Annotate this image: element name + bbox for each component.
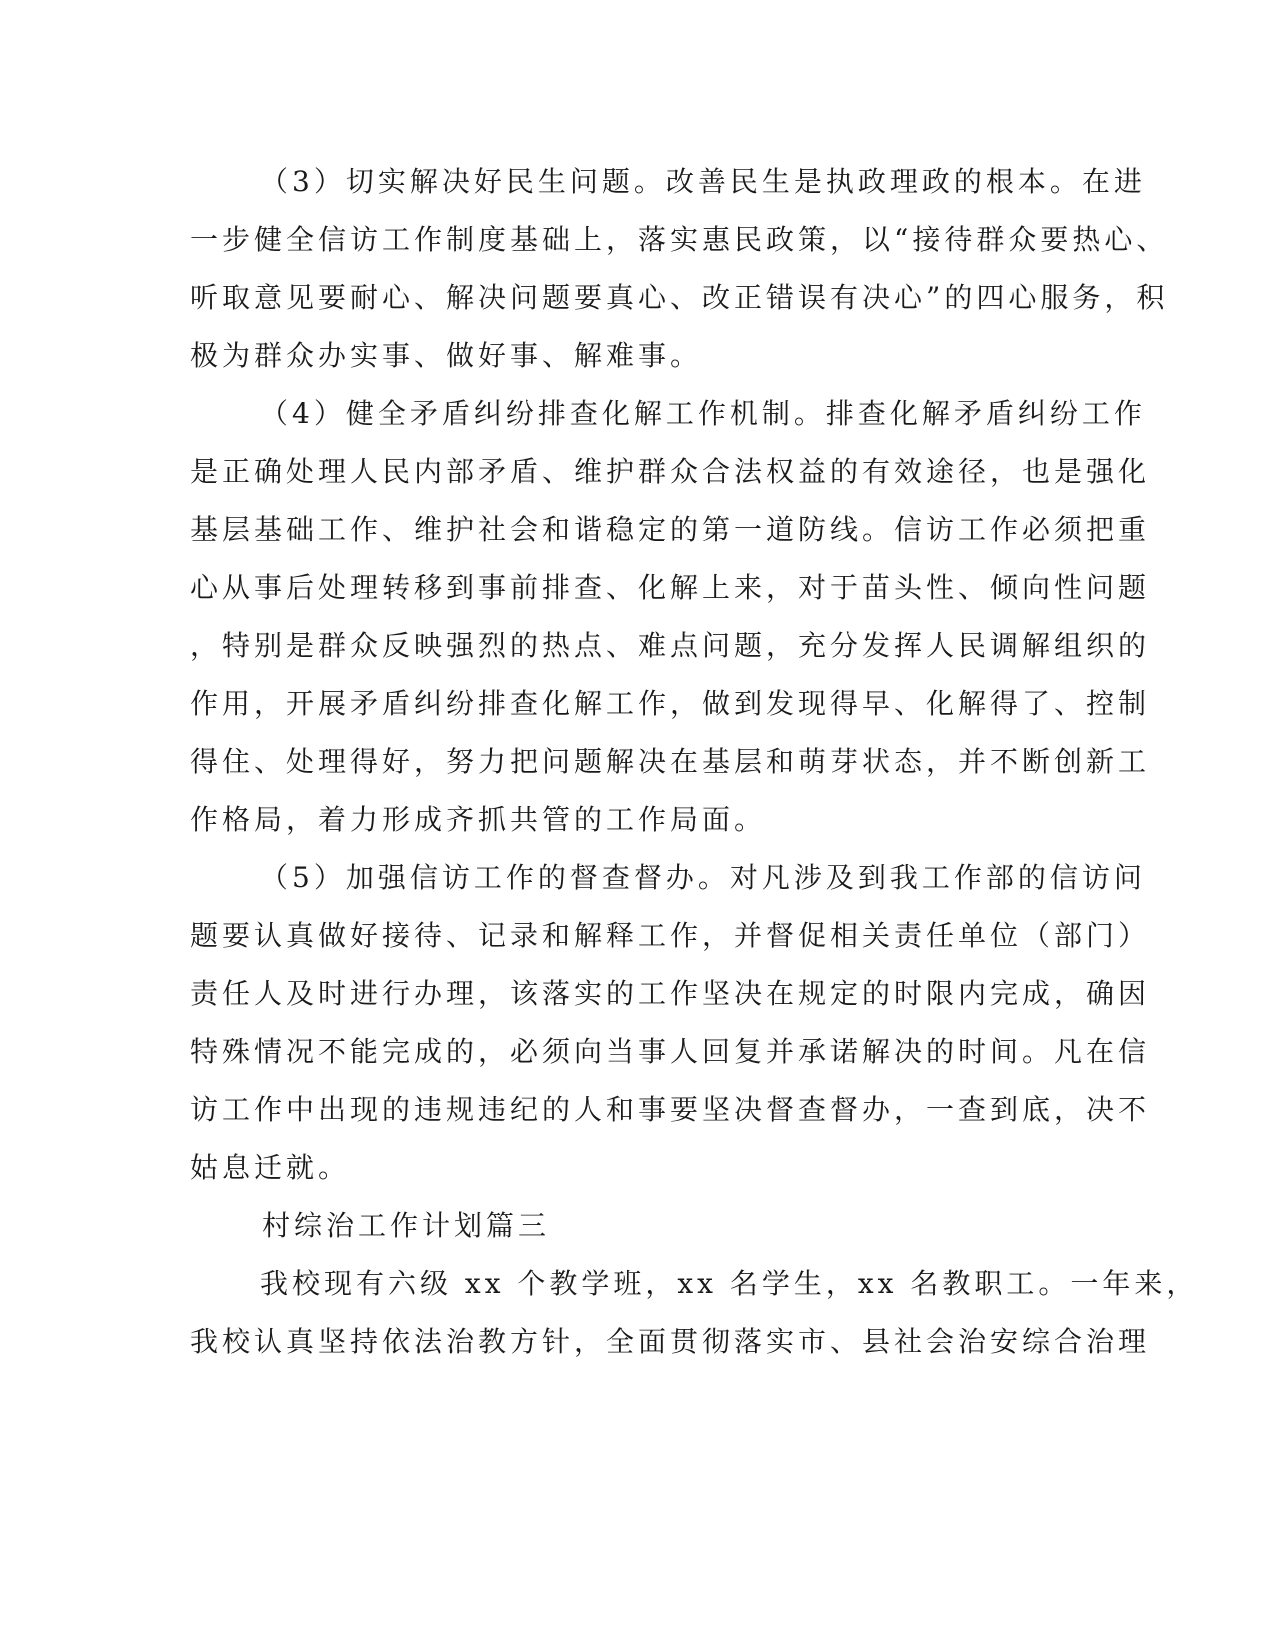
paragraph-5-line-3: 责任人及时进行办理，该落实的工作坚决在规定的时限内完成，确因 [190,977,1151,1010]
paragraph-6-line-2: 我校认真坚持依法治教方针，全面贯彻落实市、县社会治安综合治理 [190,1325,1151,1358]
paragraph-3-line-1: （3）切实解决好民生问题。改善民生是执政理政的根本。在进 [260,165,1146,198]
paragraph-5-line-1: （5）加强信访工作的督查督办。对凡涉及到我工作部的信访问 [260,861,1146,894]
paragraph-5-line-4: 特殊情况不能完成的，必须向当事人回复并承诺解决的时间。凡在信 [190,1035,1151,1068]
paragraph-5-line-2: 题要认真做好接待、记录和解释工作，并督促相关责任单位（部门） [190,919,1151,952]
paragraph-5-line-5: 访工作中出现的违规违纪的人和事要坚决督查督办，一查到底，决不 [190,1093,1151,1126]
paragraph-4-line-4: 心从事后处理转移到事前排查、化解上来，对于苗头性、倾向性问题 [190,571,1151,604]
paragraph-4-line-7: 得住、处理得好，努力把问题解决在基层和萌芽状态，并不断创新工 [190,745,1151,778]
paragraph-4-line-8: 作格局，着力形成齐抓共管的工作局面。 [190,803,767,836]
paragraph-4-line-1: （4）健全矛盾纠纷排查化解工作机制。排查化解矛盾纠纷工作 [260,397,1146,430]
paragraph-3-line-2: 一步健全信访工作制度基础上，落实惠民政策，以“接待群众要热心、 [190,223,1169,256]
section-heading: 村综治工作计划篇三 [262,1209,551,1242]
paragraph-5-line-6: 姑息迁就。 [190,1151,351,1184]
paragraph-6-line-1: 我校现有六级 xx 个教学班，xx 名学生，xx 名教职工。一年来， [260,1267,1199,1300]
paragraph-3-line-4: 极为群众办实事、做好事、解难事。 [190,339,703,372]
paragraph-3-line-3: 听取意见要耐心、解决问题要真心、改正错误有决心”的四心服务，积 [190,281,1169,314]
paragraph-4-line-2: 是正确处理人民内部矛盾、维护群众合法权益的有效途径，也是强化 [190,455,1151,488]
paragraph-4-line-6: 作用，开展矛盾纠纷排查化解工作，做到发现得早、化解得了、控制 [190,687,1151,720]
paragraph-4-line-3: 基层基础工作、维护社会和谐稳定的第一道防线。信访工作必须把重 [190,513,1151,546]
paragraph-4-line-5: ，特别是群众反映强烈的热点、难点问题，充分发挥人民调解组织的 [190,629,1151,662]
